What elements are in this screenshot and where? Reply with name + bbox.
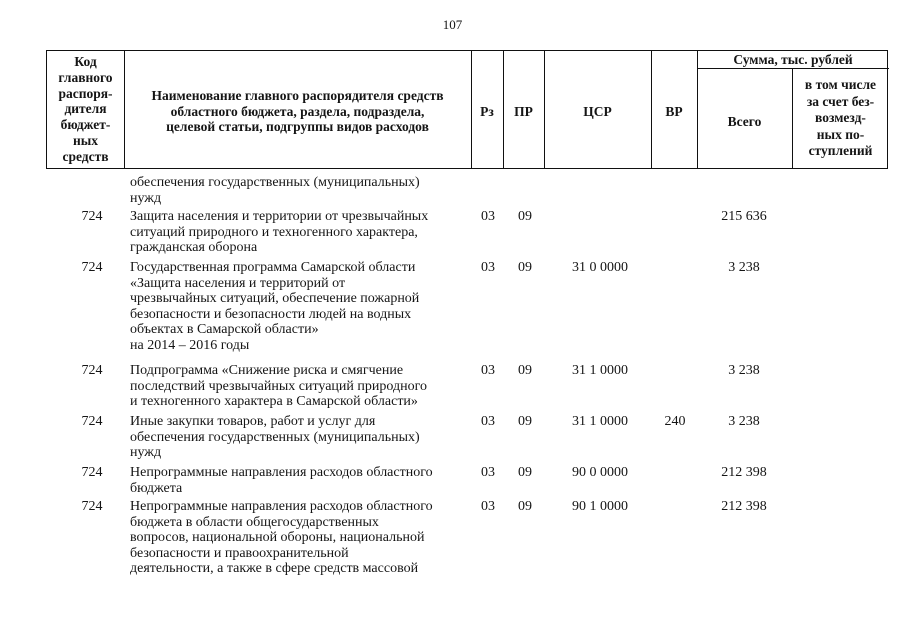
row-rz: 03 bbox=[481, 499, 495, 514]
row-total: 3 238 bbox=[728, 414, 760, 429]
header-vr: ВР bbox=[665, 104, 683, 119]
row-csr: 31 0 0000 bbox=[572, 260, 628, 275]
row-csr: 90 1 0000 bbox=[572, 499, 628, 514]
header-csr: ЦСР bbox=[583, 104, 612, 119]
row-code: 724 bbox=[81, 499, 103, 514]
row-csr: 31 1 0000 bbox=[572, 363, 628, 378]
row-code: 724 bbox=[81, 209, 103, 224]
row-name: Непрограммные направления расходов областного бюджета bbox=[130, 465, 433, 496]
row-pr: 09 bbox=[518, 363, 532, 378]
row-csr: 31 1 0000 bbox=[572, 414, 628, 429]
row-total: 212 398 bbox=[721, 465, 767, 480]
row-name: Непрограммные направления расходов областного бюджета в области общегосударственных вопросов, национальной обороны, национальной безопасности и правоохранительной деятельности, а также в сфере средств массовой bbox=[130, 499, 433, 576]
row-name: Защита населения и территории от чрезвычайных ситуаций природного и техногенного характера, гражданская оборона bbox=[130, 209, 429, 255]
page-number: 107 bbox=[442, 17, 463, 32]
row-code: 724 bbox=[81, 465, 103, 480]
header-name: Наименование главного распорядителя средств областного бюджета, раздела, подраздела, целевой статьи, подгруппы видов расходов bbox=[151, 88, 444, 134]
header-grants: в том числе за счет без- возмезд- ных по- ступлений bbox=[804, 77, 877, 158]
row-total: 3 238 bbox=[728, 363, 760, 378]
row-name: Подпрограмма «Снижение риска и смягчение последствий чрезвычайных ситуаций природного и техногенного характера в Самарской области» bbox=[130, 363, 427, 409]
row-total: 215 636 bbox=[721, 209, 767, 224]
row-rz: 03 bbox=[481, 260, 495, 275]
row-code: 724 bbox=[81, 414, 103, 429]
row-rz: 03 bbox=[481, 465, 495, 480]
row-pr: 09 bbox=[518, 465, 532, 480]
row-pr: 09 bbox=[518, 260, 532, 275]
row-total: 212 398 bbox=[721, 499, 767, 514]
row-rz: 03 bbox=[481, 414, 495, 429]
row-name: Иные закупки товаров, работ и услуг для обеспечения государственных (муниципальных) нужд bbox=[130, 414, 420, 460]
header-code: Код главного распоря- дителя бюджет- ных средств bbox=[58, 54, 113, 164]
row-pr: 09 bbox=[518, 499, 532, 514]
row-rz: 03 bbox=[481, 363, 495, 378]
row-rz: 03 bbox=[481, 209, 495, 224]
row-total: 3 238 bbox=[728, 260, 760, 275]
row-pr: 09 bbox=[518, 209, 532, 224]
row-name: Государственная программа Самарской области «Защита населения и территорий от чрезвычайных ситуаций, обеспечение пожарной безопасности и безопасности людей на водных объектах в Самарской области» на 2014 – 2016 годы bbox=[130, 260, 420, 353]
row-pr: 09 bbox=[518, 414, 532, 429]
header-sum: Сумма, тыс. рублей bbox=[733, 52, 853, 67]
row-code: 724 bbox=[81, 260, 103, 275]
header-pr: ПР bbox=[514, 104, 533, 119]
table-header bbox=[46, 50, 888, 169]
row-vr: 240 bbox=[664, 414, 686, 429]
header-total: Всего bbox=[727, 114, 762, 129]
header-divider bbox=[697, 68, 889, 69]
row-csr: 90 0 0000 bbox=[572, 465, 628, 480]
row-code: 724 bbox=[81, 363, 103, 378]
header-rz: Рз bbox=[480, 104, 494, 119]
continuation-text: обеспечения государственных (муниципальных) нужд bbox=[130, 175, 420, 206]
